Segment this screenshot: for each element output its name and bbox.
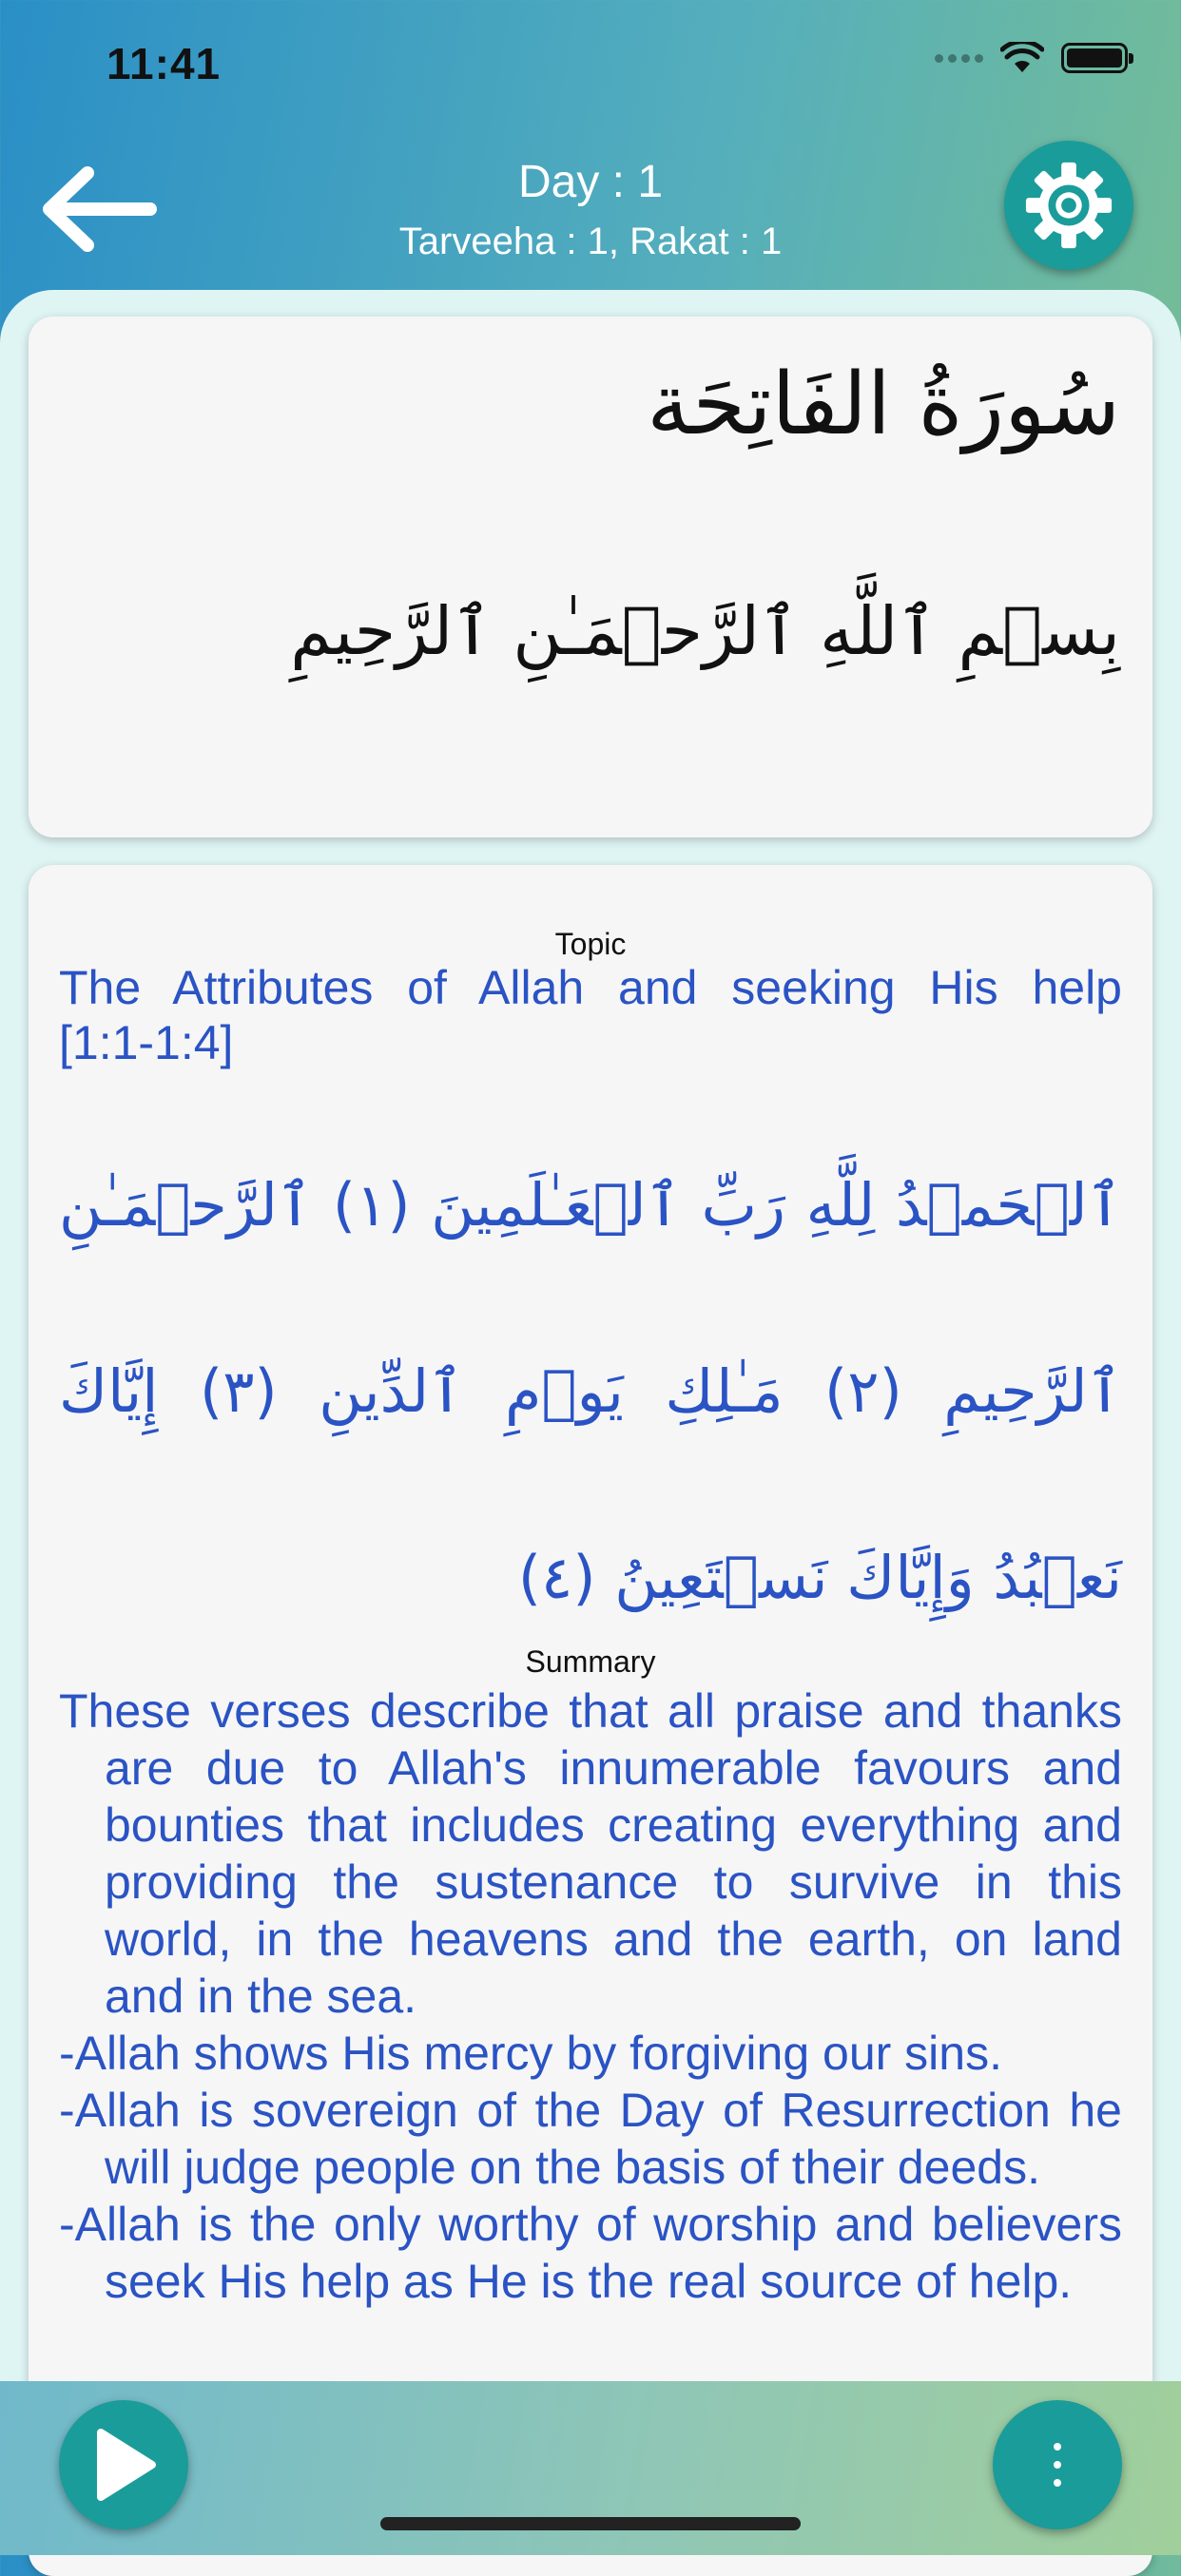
more-options-button[interactable] (993, 2400, 1122, 2529)
topic-text: The Attributes of Allah and seeking His help [1:1-1:4] (59, 961, 1122, 1069)
bismillah-text: بِسۡمِ ٱللَّهِ ٱلرَّحۡمَـٰنِ ٱلرَّحِيمِ (290, 592, 1120, 670)
surah-card (29, 317, 1152, 837)
home-indicator (380, 2517, 801, 2530)
surah-name: سُورَةُ الفَاتِحَة (647, 355, 1120, 454)
summary-paragraph: These verses describe that all praise and thanks are due to Allah's innumerable favours and bounties that includes creating everything and providing the sustenance to survive in this world, in the heavens and the earth, on land and in the sea. (59, 1684, 1122, 2023)
gear-icon (1022, 159, 1115, 252)
summary-text (59, 1682, 1122, 2310)
signal-icon (935, 54, 983, 63)
play-icon (86, 2425, 162, 2505)
page-title: Day : 1 (517, 157, 664, 207)
arabic-verses: ٱلۡحَمۡدُ لِلَّهِ رَبِّ ٱلۡعَـٰلَمِينَ (١) ٱلرَّحۡمَـٰنِ ٱلرَّحِيمِ (٢) مَـٰلِكِ يَوۡمِ ٱلدِّينِ (٣) إِيَّاكَ نَعۡبُدُ وَإِيَّاكَ نَسۡتَعِينُ (٤) (59, 1170, 1123, 1612)
summary-paragraph: -Allah is the only worthy of worship and believers seek His help as He is the real source of help. (59, 2198, 1122, 2308)
more-vertical-icon (1052, 2441, 1063, 2489)
page-subtitle: Tarveeha : 1, Rakat : 1 (398, 221, 783, 262)
wifi-icon (1000, 42, 1044, 74)
battery-icon (1061, 43, 1128, 73)
settings-button[interactable] (1004, 141, 1133, 270)
summary-label: Summary (525, 1644, 656, 1679)
status-indicators (935, 42, 1128, 74)
play-button[interactable] (59, 2400, 188, 2529)
topic-label: Topic (554, 927, 627, 961)
content-card[interactable] (29, 865, 1152, 2576)
summary-paragraph: -Allah shows His mercy by forgiving our sins. (59, 2027, 1002, 2080)
summary-paragraph: -Allah is sovereign of the Day of Resurrection he will judge people on the basis of their deeds. (59, 2084, 1122, 2194)
status-time: 11:41 (106, 39, 222, 88)
